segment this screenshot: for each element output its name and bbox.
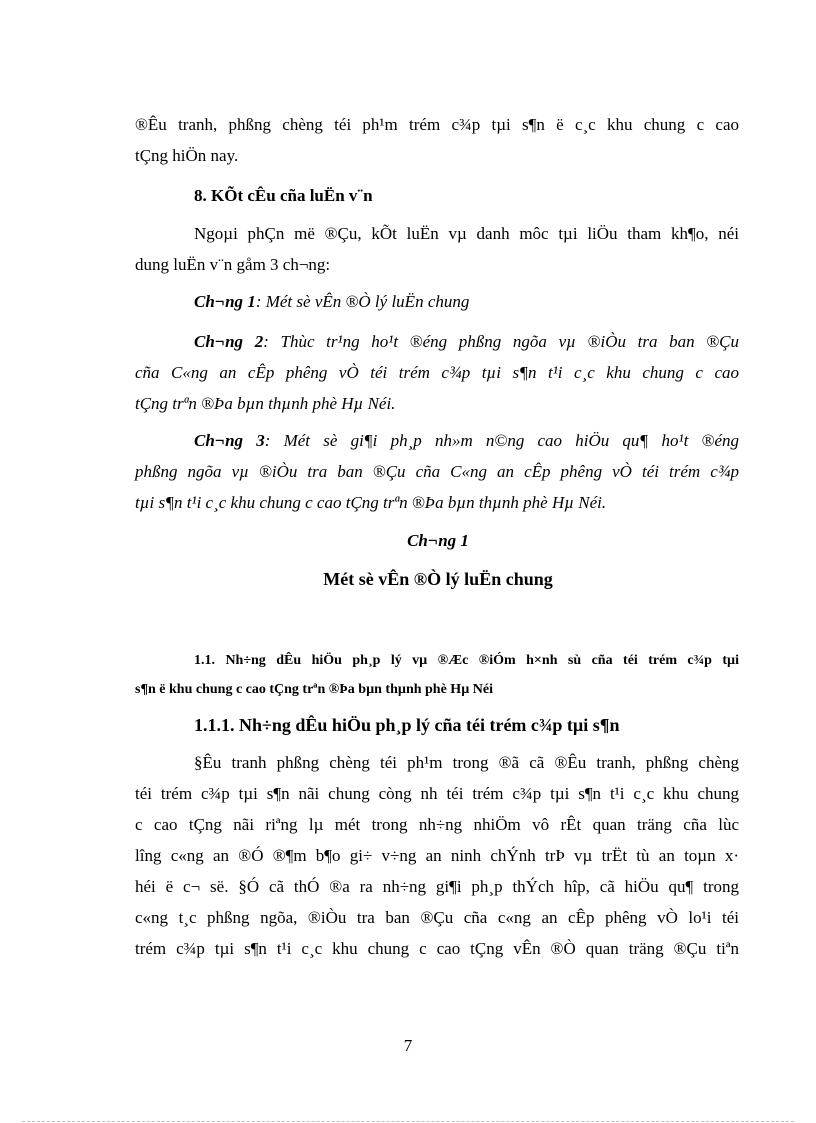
page-number: 7	[403, 1036, 413, 1055]
chapter-heading-title: Mét sè vÊn ®Ò lý luËn chung	[323, 569, 553, 589]
intro-line-1: ®Êu tranh, phßng chèng téi ph¹m trém c¾p tµi s¶n ë c¸c khu chung c cao	[135, 115, 739, 134]
section-8-para-line-1: Ngoµi phÇn më ®Çu, kÕt luËn vµ danh môc tµi liÖu tham kh¶o, néi	[194, 224, 739, 243]
body-line-5: héi ë c¬ së. §Ó cã thÓ ®a ra nh÷ng gi¶i ph¸p thÝch hîp, cã hiÖu qu¶ trong	[135, 877, 739, 896]
chapter-heading-label: Ch¬ng 1	[407, 531, 469, 550]
body-line-2: téi trém c¾p tµi s¶n nãi chung còng nh téi trém c¾p tµi s¶n t¹i c¸c khu chung	[135, 784, 739, 803]
chapter-summary-3-line-2: phßng ngõa vµ ®iÒu tra ban ®Çu cña C«ng an cÊp phêng vÒ téi trém c¾p	[135, 462, 739, 481]
body-line-4: lîng c«ng an ®Ó ®¶m b¶o gi÷ v÷ng an ninh chÝnh trÞ vµ trËt tù an toµn x·	[135, 846, 739, 865]
chapter-summary-2-line-2: cña C«ng an cÊp phêng vÒ téi trém c¾p tµi s¶n t¹i c¸c khu chung c cao	[135, 363, 739, 382]
chapter-summary-1	[194, 291, 469, 313]
chapter-summary-label: Ch¬ng 2	[194, 332, 264, 351]
chapter-summary-3-line-1	[194, 430, 739, 452]
section-1-1-heading-line-1: 1.1. Nh÷ng dÊu hiÖu ph¸p lý vµ ®Æc ®iÓm h×nh sù cña téi trém c¾p tµi	[194, 653, 739, 668]
page-bottom-divider	[22, 1121, 794, 1122]
chapter-summary-2-line-3: tÇng trªn ®Þa bµn thµnh phè Hµ Néi.	[135, 394, 396, 413]
body-line-1: §Êu tranh phßng chèng téi ph¹m trong ®ã cã ®Êu tranh, phßng chèng	[194, 753, 739, 772]
chapter-summary-text: : Thùc tr¹ng ho¹t ®éng phßng ngõa vµ ®iÒu tra ban ®Çu	[263, 332, 739, 351]
chapter-summary-text: : Mét sè gi¶i ph¸p nh»m n©ng cao hiÖu qu¶ ho¹t ®éng	[264, 431, 739, 450]
chapter-summary-2-line-1	[194, 331, 739, 353]
section-8-para-line-2: dung luËn v¨n gåm 3 ch¬ng:	[135, 255, 331, 274]
chapter-summary-label: Ch¬ng 3	[194, 431, 265, 450]
chapter-summary-3-line-3: tµi s¶n t¹i c¸c khu chung c cao tÇng trªn ®Þa bµn thµnh phè Hµ Néi.	[135, 493, 607, 512]
chapter-summary-label: Ch¬ng 1	[194, 292, 256, 311]
section-1-1-1-heading: 1.1.1. Nh÷ng dÊu hiÖu ph¸p lý cña téi trém c¾p tµi s¶n	[194, 715, 620, 735]
section-8-heading: 8. KÕt cÊu cña luËn v¨n	[194, 186, 373, 205]
intro-line-2: tÇng hiÖn nay.	[135, 146, 239, 165]
body-line-6: c«ng t¸c phßng ngõa, ®iÒu tra ban ®Çu cña c«ng an cÊp phêng vÒ lo¹i téi	[135, 908, 739, 927]
chapter-summary-text: : Mét sè vÊn ®Ò lý luËn chung	[255, 292, 470, 311]
body-line-3: c cao tÇng nãi riªng lµ mét trong nh÷ng nhiÖm vô rÊt quan träng cña lùc	[135, 815, 739, 834]
section-1-1-heading-line-2: s¶n ë khu chung c cao tÇng trªn ®Þa bµn thµnh phè Hµ Néi	[135, 682, 493, 697]
body-line-7: trém c¾p tµi s¶n t¹i c¸c khu chung c cao tÇng vÊn ®Ò quan träng ®Çu tiªn	[135, 939, 739, 958]
